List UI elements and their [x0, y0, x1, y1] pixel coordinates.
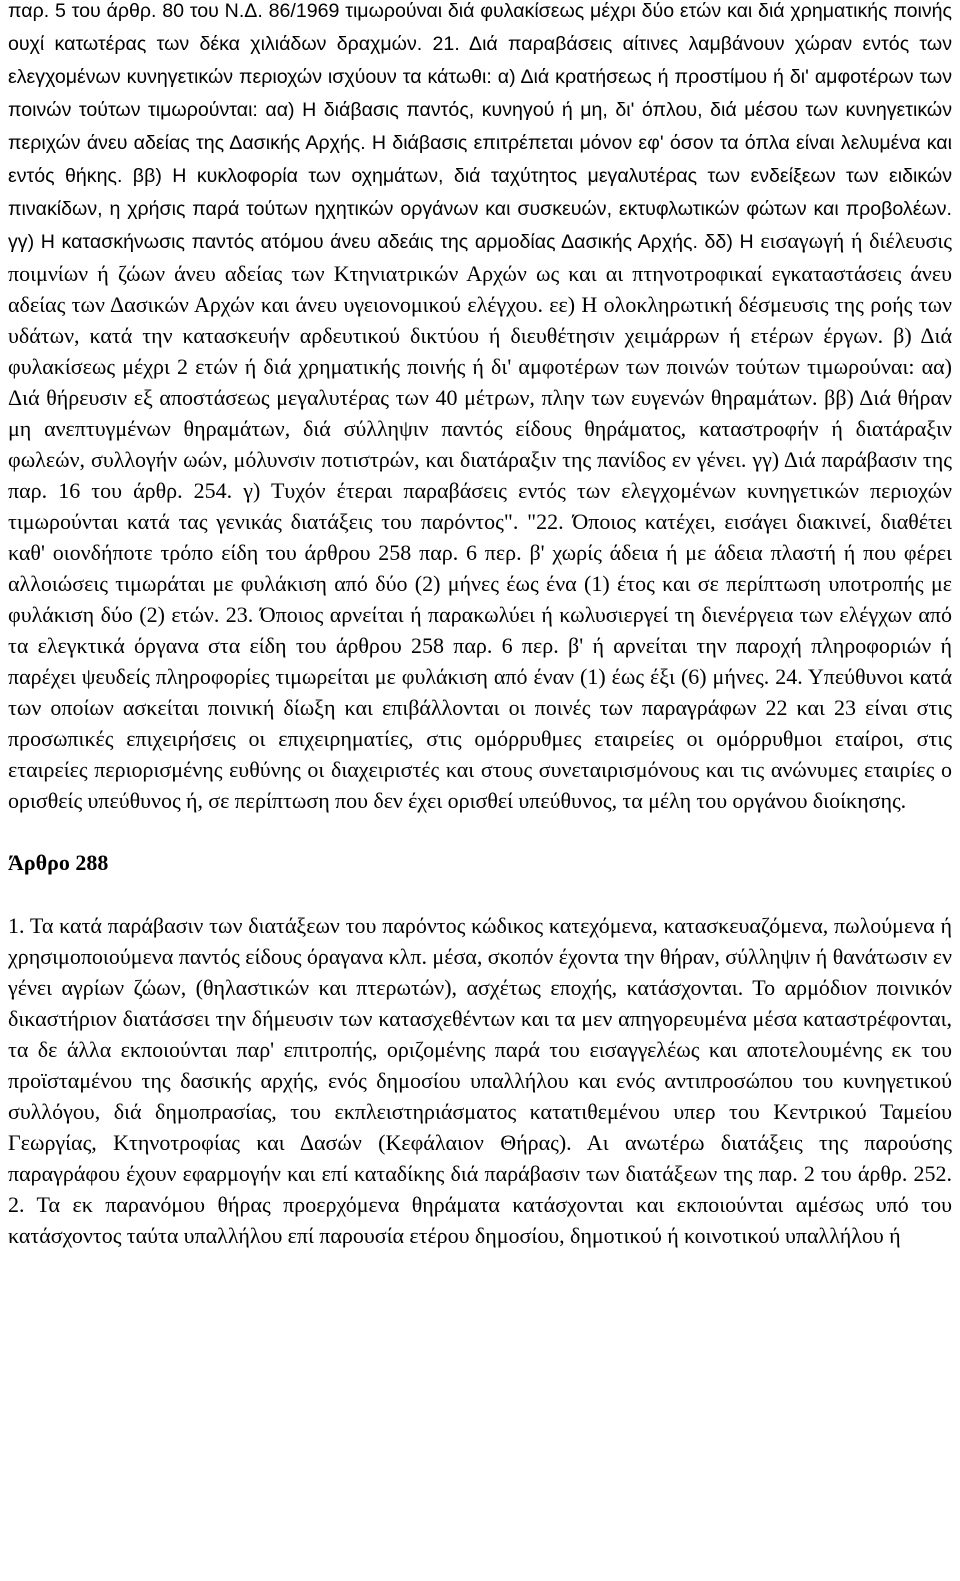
article-heading: Άρθρο 288 [8, 850, 109, 875]
heading-spacer [8, 878, 952, 910]
paragraph-1-part-1: παρ. 5 του άρθρ. 80 του Ν.Δ. 86/1969 τιμωρούναι διά φυλακίσεως μέχρι δύο ετών και διά χρηματικής ποινής ουχί κατωτέρας των δέκα χιλιάδων δραχμών. 21. Διά παραβάσεις αίτινες λαμβάνουν χώραν εντός των ελεγχομένων κυνηγετικών περιοχών ισχύουν τα κάτωθι: α) Διά κρατήσεως ή προστίμου ή δι' αμφοτέρων των ποινών τούτων τιμωρούνται: αα) Η διάβασις παντός, κυνηγού ή μη, δι' όπλου, διά μέσου των κυνηγετικών περιχών άνευ αδείας της Δασικής Αρχής. Η διάβασις επιτρέπεται μόνον εφ' όσον τα όπλα είναι λελυμένα και εντός θήκης. ββ) Η κυκλοφορία των οχημάτων, διά ταχύτητος μεγαλυτέρας των ενδείξεων των ειδικών πινακίδων, η χρήσις παρά τούτων ηχητικών οργάνων και συσκευών, εκτυφλωτικών φώτων και προβολέων. γγ) Η κατασκήνωσις παντός ατόμου άνευ αδεάις της αρμοδίας Δασικής Αρχής. δδ) Η [8, 0, 952, 253]
body-paragraph-1 [8, 0, 952, 816]
paragraph-spacer [8, 816, 952, 847]
body-paragraph-2: 1. Τα κατά παράβασιν των διατάξεων του παρόντος κώδικος κατεχόμενα, κατασκευαζόμενα, πωλούμενα ή χρησιμοποιούμενα παντός είδους όραγανα κλπ. μέσα, σκοπόν έχοντα την θήραν, σύλληψιν ή θανάτωσιν εν γένει αγρίων ζώων, (θηλαστικών και πτερωτών), ασχέτως εποχής, κατάσχονται. Το αρμόδιον ποινικόν δικαστήριον διατάσσει την δήμευσιν των κατασχεθέντων και τα μεν απηγορευμένα μέσα καταστρέφονται, τα δε άλλα εκποιούνται παρ' επιτροπής, οριζομένης παρά του εισαγγελέως και αποτελουμένης εκ του προϊσταμένου της δασικής αρχής, ενός δημοσίου υπαλλήλου και ενός αντιπροσώπου του κυνηγετικού συλλόγου, διά δημοπρασίας, του εκπλειστηριάσματος κατατιθεμένου υπερ του Κεντρικού Ταμείου Γεωργίας, Κτηνοτροφίας και Δασών (Κεφάλαιον Θήρας). Αι ανωτέρω διατάξεις της παρούσης παραγράφου έχουν εφαρμογήν και επί καταδίκης διά παράβασιν των διατάξεων της παρ. 2 του άρθρ. 252. 2. Τα εκ παρανόμου θήρας προερχόμενα θηράματα κατάσχονται και εκποιούνται αμέσως υπό του κατάσχοντος ταύτα υπαλλήλου επί παρουσία ετέρου δημοσίου, δημοτικού ή κοινοτικού υπαλλήλου ή [8, 913, 952, 1248]
paragraph-1-part-2: εισαγωγή ή διέλευσις ποιμνίων ή ζώων άνευ αδείας των Κτηνιατρικών Αρχών ως και αι πτηνοτροφικαί εγκαταστάσεις άνευ αδείας των Δασικών Αρχών και άνευ υγειονομικού ελέγχου. εε) Η ολοκληρωτική δέσμευσις της ροής των υδάτων, κατά την κατασκευήν αρδευτικού δικτύου ή διευθέτησιν χειμάρρων ή ετέρων έργων. β) Διά φυλακίσεως μέχρι 2 ετών ή διά χρηματικής ποινής ή δι' αμφοτέρων των ποινών τούτων τιμωρούναι: αα) Διά θήρευσιν εξ αποστάσεως μεγαλυτέρας των 40 μέτρων, πλην των ευγενών θηραμάτων. ββ) Διά θήραν μη ανεπτυγμένων θηραμάτων, διά σύλληψιν παντός είδους θηράματος, καταστροφήν ή διατάραξιν φωλεών, συλλογήν ωών, μόλυνσιν ποτιστρών, και διατάραξιν της πανίδος εν γένει. γγ) Διά παράβασιν της παρ. 16 του άρθρ. 254. γ) Τυχόν έτεραι παραβάσεις εντός των ελεγχομένων κυνηγετικών περιοχών τιμωρούνται κατά τας γενικάς διατάξεις του παρόντος". "22. Όποιος κατέχει, εισάγει διακινεί, διαθέτει καθ' οιονδήποτε τρόπο είδη του άρθρου 258 παρ. 6 περ. β' χωρίς άδεια ή με άδεια πλαστή ή που φέρει αλλοιώσεις τιμωράται με φυλάκιση από δύο (2) μήνες έως ένα (1) έτος και σε περίπτωση υποτροπής με φυλάκιση δύο (2) ετών. 23. Όποιος αρνείται ή παρακωλύει ή κωλυσιεργεί τη διενέργεια των ελέγχων από τα ελεγκτικά όργανα στα είδη του άρθρου 258 παρ. 6 περ. β' ή αρνείται την παροχή πληροφοριών ή παρέχει ψευδείς πληροφορίες τιμωρείται με φυλάκιση από έναν (1) έως έξι (6) μήνες. 24. Υπεύθυνοι κατά των οποίων ασκείται ποινική δίωξη και επιβάλλονται οι ποινές των παραγράφων 22 και 23 είναι στις προσωπικές επιχειρήσεις οι επιχειρηματίες, στις ομόρρυθμες εταιρείες οι ομόρρυθμοι εταίροι, στις εταιρείες περιορισμένης ευθύνης οι διαχειριστές και στους συνεταιρισμόνους και τις ανώνυμες εταιρίες ο ορισθείς υπεύθυνος ή, σε περίπτωση που δεν έχει ορισθεί υπεύθυνος, τα μέλη του οργάνου διοίκησης. [8, 228, 952, 813]
document-page [8, 0, 952, 1251]
